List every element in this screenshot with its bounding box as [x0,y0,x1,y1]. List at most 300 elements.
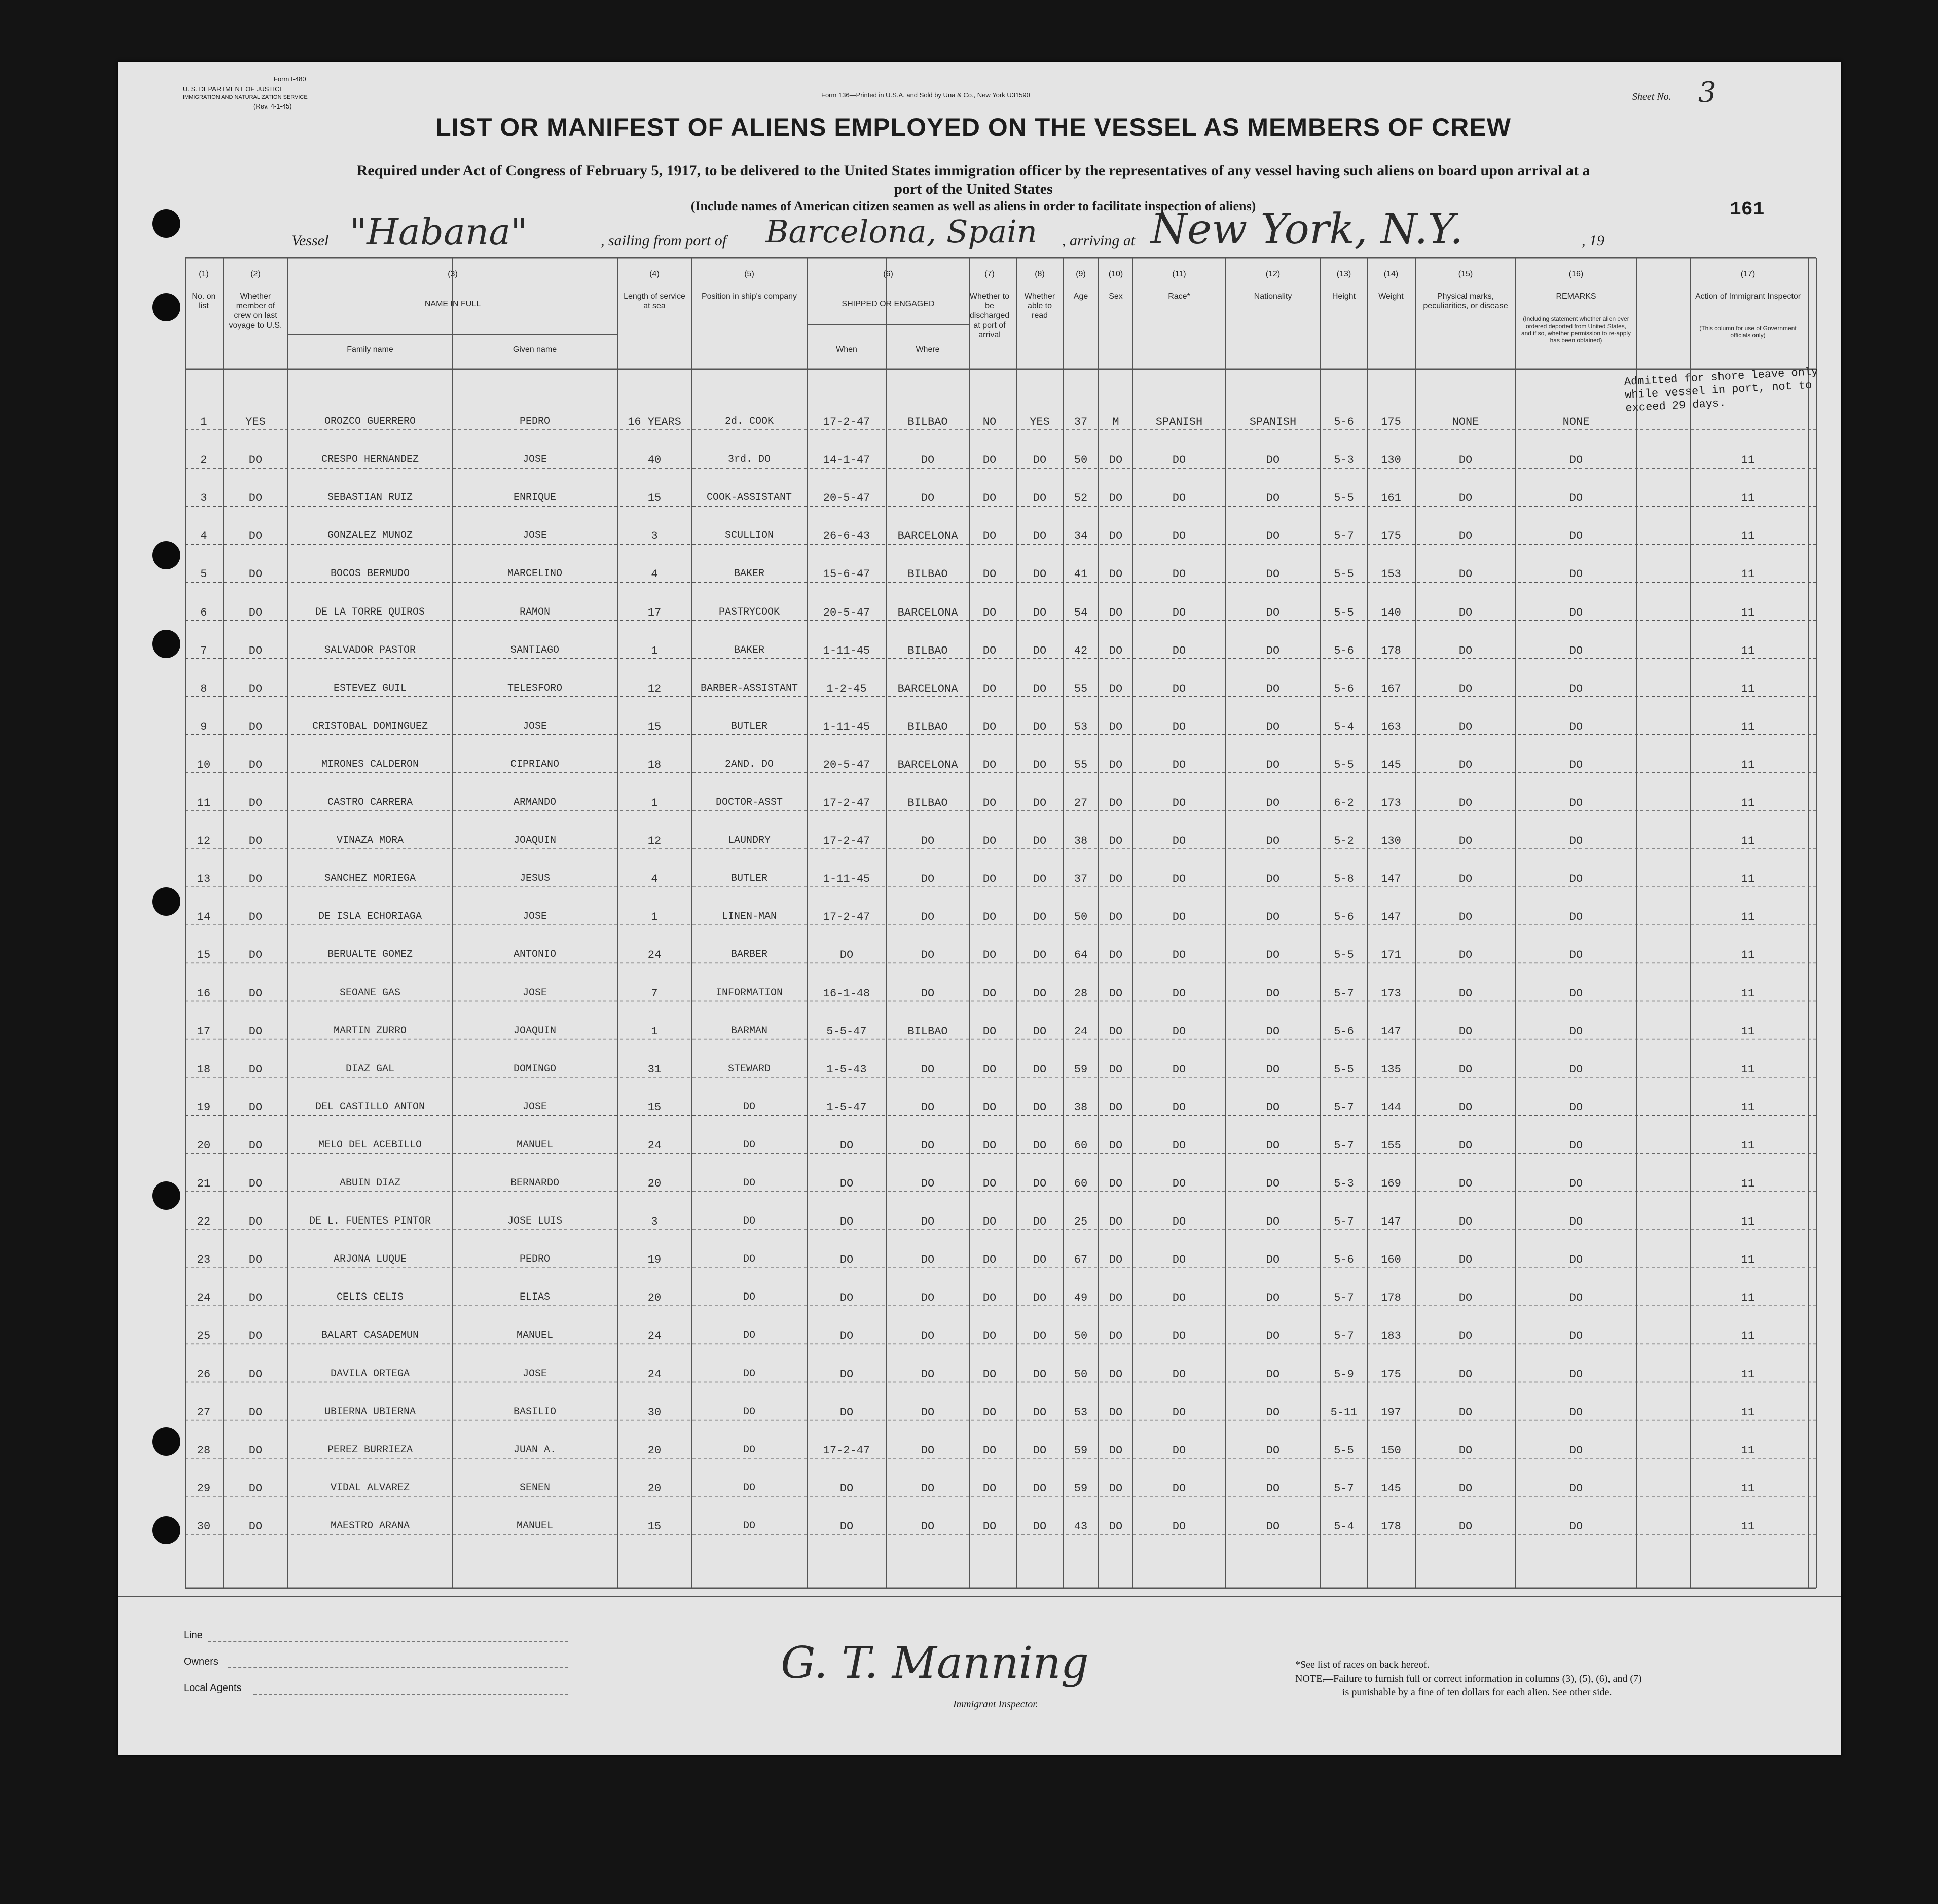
cell-family: DE L. FUENTES PINTOR [309,1215,431,1228]
cell-family: VIDAL ALVAREZ [330,1482,410,1494]
cell-service: 3 [651,1215,658,1229]
cell-action: 11 [1741,758,1755,771]
cell-position: 2d. COOK [724,416,774,427]
cell-action: 11 [1741,1063,1755,1076]
cell-height: 5-7 [1334,530,1354,543]
cell-race: DO [1172,873,1186,886]
cell-remarks: DO [1569,720,1583,733]
cell-prev: DO [248,1482,263,1495]
cell-prev: DO [248,682,263,695]
cell-no: 15 [197,949,211,962]
cell-weight: 169 [1381,1177,1401,1190]
cell-given: TELESFORO [507,682,563,694]
cell-family: GONZALEZ MUNOZ [327,530,413,542]
cell-sex: M [1112,416,1119,428]
cell-height: 5-6 [1334,644,1354,657]
cell-no: 4 [200,530,207,543]
cell-race: DO [1172,1253,1186,1267]
cell-prev: DO [248,1520,263,1533]
cell-where: DO [921,1368,935,1381]
cell-family: SEBASTIAN RUIZ [327,492,413,504]
cell-where: DO [921,492,935,505]
cell-given: MANUEL [516,1330,554,1342]
cell-marks: DO [1458,530,1473,543]
cell-position: DO [743,1482,756,1494]
cell-nat: DO [1266,797,1280,809]
cell-when: DO [839,949,854,962]
cell-position: DO [743,1291,756,1304]
cell-family: DEL CASTILLO ANTON [315,1101,425,1113]
cell-race: DO [1172,454,1186,467]
cell-height: 5-5 [1334,949,1354,962]
cell-family: ESTEVEZ GUIL [333,682,407,694]
cell-when: 1-5-43 [826,1063,867,1076]
cell-action: 11 [1741,568,1755,581]
cell-when: 5-5-47 [826,1025,867,1038]
cell-read: DO [1033,911,1047,924]
cell-read: DO [1033,1444,1047,1457]
column-header: Sex [1109,292,1123,301]
cell-sex: DO [1109,758,1123,771]
revision: (Rev. 4-1-45) [253,102,292,110]
cell-service: 1 [651,911,658,924]
cell-service: 24 [647,1330,662,1343]
cell-race: DO [1172,1482,1186,1495]
cell-age: 50 [1074,911,1088,924]
cell-given: SENEN [519,1482,551,1494]
cell-where: DO [921,1482,935,1495]
cell-remarks: DO [1569,1368,1583,1381]
cell-weight: 130 [1381,835,1401,848]
cell-position: DO [743,1444,756,1456]
cell-nat: DO [1266,1063,1280,1076]
cell-no: 19 [197,1101,211,1114]
vessel-label: Vessel [291,232,329,249]
cell-family: DIAZ GAL [345,1063,395,1075]
column-number: (17) [1740,270,1756,278]
cell-nat: DO [1266,1177,1280,1190]
cell-action: 11 [1741,987,1755,1000]
cell-sex: DO [1109,949,1123,962]
cell-age: 54 [1074,606,1088,619]
cell-nat: DO [1266,1482,1280,1495]
cell-service: 1 [651,1025,658,1038]
cell-remarks: DO [1569,797,1583,809]
cell-service: 12 [647,682,662,695]
cell-nat: DO [1266,1101,1280,1114]
cell-weight: 175 [1381,530,1401,543]
column-number: (14) [1383,270,1399,278]
cell-marks: DO [1458,949,1473,962]
cell-height: 5-7 [1334,1139,1354,1152]
year-label: , 19 [1582,232,1604,249]
cell-marks: DO [1458,1063,1473,1076]
cell-where: DO [921,1406,935,1419]
cell-disch: DO [982,1025,997,1038]
cell-marks: DO [1458,1253,1473,1267]
cell-where: BILBAO [907,644,948,657]
subheader-when: When [836,345,857,354]
shore-leave-stamp: Admitted for shore leave only while vessel in port, not to exceed 29 days. [1624,366,1818,415]
cell-family: VINAZA MORA [336,835,404,847]
cell-height: 5-7 [1334,1291,1354,1305]
cell-race: DO [1172,797,1186,809]
cell-nat: DO [1266,1330,1280,1343]
column-number: (12) [1265,270,1281,278]
cell-position: PASTRYCOOK [718,606,780,618]
cell-weight: 183 [1381,1330,1401,1343]
cell-when: DO [839,1330,854,1343]
cell-action: 11 [1741,873,1755,886]
cell-service: 17 [647,606,662,619]
cell-read: DO [1033,606,1047,619]
cell-given: JOAQUIN [513,1025,557,1037]
cell-action: 11 [1741,1215,1755,1229]
cell-read: DO [1033,1253,1047,1267]
cell-prev: DO [248,1330,263,1343]
cell-when: DO [839,1520,854,1533]
cell-prev: DO [248,568,263,581]
cell-disch: DO [982,835,997,848]
cell-read: DO [1033,454,1047,467]
cell-prev: DO [248,1177,263,1190]
cell-read: DO [1033,492,1047,505]
cell-service: 30 [647,1406,662,1419]
cell-position: DO [743,1101,756,1113]
cell-action: 11 [1741,492,1755,505]
cell-sex: DO [1109,1330,1123,1343]
cell-remarks: DO [1569,758,1583,771]
cell-disch: DO [982,1406,997,1419]
sheet-number: 3 [1698,76,1716,109]
cell-family: SALVADOR PASTOR [324,644,416,656]
cell-marks: DO [1458,1177,1473,1190]
cell-disch: DO [982,949,997,962]
cell-prev: DO [248,758,263,771]
cell-read: DO [1033,530,1047,543]
cell-remarks: DO [1569,1520,1583,1533]
column-header: Whether able to read [1024,292,1055,320]
arriving-label: , arriving at [1062,232,1136,249]
cell-where: BILBAO [907,797,948,809]
cell-when: 15-6-47 [823,568,870,581]
cell-prev: DO [248,1406,263,1419]
sailing-label: , sailing from port of [601,232,727,249]
cell-marks: DO [1458,873,1473,886]
cell-marks: DO [1458,987,1473,1000]
cell-read: DO [1033,1330,1047,1343]
cell-height: 5-4 [1334,720,1354,733]
cell-sex: DO [1109,835,1123,848]
column-header: Whether member of crew on last voyage to U.S. [229,292,282,330]
cell-when: DO [839,1482,854,1495]
cell-sex: DO [1109,1482,1123,1495]
cell-no: 26 [197,1368,211,1381]
cell-height: 5-9 [1334,1368,1354,1381]
cell-sex: DO [1109,1291,1123,1305]
cell-nat: DO [1266,1444,1280,1457]
cell-race: DO [1172,606,1186,619]
cell-marks: DO [1458,492,1473,505]
cell-prev: DO [248,949,263,962]
cell-race: DO [1172,1215,1186,1229]
cell-where: DO [921,1520,935,1533]
cell-service: 15 [647,1101,662,1114]
cell-action: 11 [1741,1139,1755,1152]
cell-marks: DO [1458,758,1473,771]
cell-where: DO [921,835,935,848]
column-header: Action of Immigrant Inspector [1695,292,1801,301]
cell-no: 7 [200,644,207,657]
cell-remarks: DO [1569,949,1583,962]
cell-disch: DO [982,1063,997,1076]
cell-family: CASTRO CARRERA [327,797,413,808]
cell-given: JOSE [522,454,547,466]
cell-prev: DO [248,530,263,543]
cell-action: 11 [1741,1368,1755,1381]
cell-given: ANTONIO [513,949,557,961]
cell-marks: DO [1458,682,1473,695]
cell-height: 5-3 [1334,454,1354,467]
cell-sex: DO [1109,606,1123,619]
cell-weight: 147 [1381,911,1401,924]
cell-disch: DO [982,1177,997,1190]
cell-marks: DO [1458,1330,1473,1343]
cell-given: JOAQUIN [513,835,557,847]
cell-read: DO [1033,1368,1047,1381]
cell-where: DO [921,1291,935,1305]
cell-sex: DO [1109,568,1123,581]
cell-prev: DO [248,1368,263,1381]
cell-when: 1-11-45 [823,644,870,657]
cell-position: 3rd. DO [727,454,771,466]
cell-no: 9 [200,720,207,733]
cell-remarks: DO [1569,568,1583,581]
cell-when: 26-6-43 [823,530,870,543]
footer-rule-line [208,1641,568,1642]
cell-remarks: DO [1569,682,1583,695]
cell-height: 5-7 [1334,1330,1354,1343]
cell-remarks: DO [1569,1482,1583,1495]
cell-prev: YES [245,416,266,428]
cell-height: 5-5 [1334,1063,1354,1076]
cell-given: JOSE [522,1101,547,1113]
cell-age: 55 [1074,758,1088,771]
cell-sex: DO [1109,492,1123,505]
cell-given: JOSE [522,1368,547,1380]
cell-weight: 135 [1381,1063,1401,1076]
cell-position: SCULLION [724,530,774,542]
cell-age: 59 [1074,1063,1088,1076]
cell-no: 1 [200,416,207,428]
column-header: NAME IN FULL [424,300,481,308]
cell-weight: 150 [1381,1444,1401,1457]
cell-position: DO [743,1253,756,1266]
cell-disch: DO [982,1444,997,1457]
cell-action: 11 [1741,720,1755,733]
cell-disch: DO [982,1101,997,1114]
cell-family: CRISTOBAL DOMINGUEZ [312,720,428,732]
cell-prev: DO [248,1253,263,1267]
cell-action: 11 [1741,454,1755,467]
cell-prev: DO [248,606,263,619]
cell-age: 34 [1074,530,1088,543]
cell-family: BALART CASADEMUN [321,1330,419,1342]
cell-where: BILBAO [907,720,948,733]
cell-where: BILBAO [907,1025,948,1038]
cell-age: 27 [1074,797,1088,809]
cell-where: BARCELONA [897,530,958,543]
cell-nat: DO [1266,949,1280,962]
cell-weight: 160 [1381,1253,1401,1267]
cell-nat: DO [1266,1406,1280,1419]
cell-remarks: DO [1569,530,1583,543]
cell-race: DO [1172,1368,1186,1381]
cell-height: 5-5 [1334,606,1354,619]
cell-family: UBIERNA UBIERNA [324,1406,416,1418]
requirement-line-1: Required under Act of Congress of February 5, 1917, to be delivered to the United States immigration officer by the representatives of any vessel having such aliens on board upon arrival at a [356,162,1590,179]
cell-read: DO [1033,1520,1047,1533]
cell-when: 17-2-47 [823,911,870,924]
cell-sex: DO [1109,1215,1123,1229]
cell-position: BARBER [730,949,768,961]
column-header: Position in ship's company [701,292,797,301]
cell-prev: DO [248,1291,263,1305]
cell-no: 20 [197,1139,211,1152]
inspector-signature: G. T. Manning [781,1638,1089,1689]
column-header: Nationality [1254,292,1292,301]
cell-prev: DO [248,987,263,1000]
cell-age: 53 [1074,1406,1088,1419]
cell-remarks: DO [1569,1139,1583,1152]
note-label: NOTE. [1295,1673,1325,1684]
cell-weight: 173 [1381,987,1401,1000]
cell-weight: 163 [1381,720,1401,733]
cell-sex: DO [1109,1063,1123,1076]
cell-sex: DO [1109,1025,1123,1038]
cell-when: 14-1-47 [823,454,870,467]
cell-service: 24 [647,949,662,962]
cell-weight: 140 [1381,606,1401,619]
cell-sex: DO [1109,720,1123,733]
cell-read: DO [1033,1139,1047,1152]
cell-position: BUTLER [730,720,768,732]
cell-when: 20-5-47 [823,492,870,505]
cell-remarks: DO [1569,1177,1583,1190]
cell-where: DO [921,911,935,924]
column-number: (6) [883,270,893,278]
cell-where: DO [921,1139,935,1152]
cell-remarks: DO [1569,1215,1583,1229]
cell-when: 16-1-48 [823,987,870,1000]
cell-sex: DO [1109,797,1123,809]
cell-no: 8 [200,682,207,695]
cell-weight: 147 [1381,1215,1401,1229]
cell-service: 20 [647,1444,662,1457]
cell-given: PEDRO [519,1253,551,1266]
cell-no: 10 [197,758,211,771]
cell-remarks: DO [1569,1101,1583,1114]
cell-age: 37 [1074,416,1088,428]
cell-weight: 178 [1381,1291,1401,1305]
cell-action: 11 [1741,1444,1755,1457]
cell-age: 55 [1074,682,1088,695]
cell-nat: DO [1266,720,1280,733]
column-header: No. on list [192,292,216,310]
cell-no: 24 [197,1291,211,1305]
cell-read: DO [1033,758,1047,771]
cell-when: 20-5-47 [823,606,870,619]
cell-height: 5-7 [1334,1101,1354,1114]
cell-marks: DO [1458,911,1473,924]
line-label: Line [184,1630,203,1641]
cell-age: 60 [1074,1177,1088,1190]
cell-weight: 161 [1381,492,1401,505]
cell-when: DO [839,1215,854,1229]
cell-no: 22 [197,1215,211,1229]
cell-remarks: DO [1569,835,1583,848]
requirement-line-3: (Include names of American citizen seamen as well as aliens in order to facilitate inspection of aliens) [690,199,1256,213]
cell-action: 11 [1741,1482,1755,1495]
cell-when: 17-2-47 [823,835,870,848]
cell-age: 64 [1074,949,1088,962]
cell-height: 5-6 [1334,416,1354,428]
cell-race: DO [1172,758,1186,771]
cell-height: 5-8 [1334,873,1354,886]
cell-when: 1-11-45 [823,720,870,733]
cell-position: BUTLER [730,873,768,885]
cell-race: DO [1172,568,1186,581]
cell-when: DO [839,1177,854,1190]
cell-race: DO [1172,1177,1186,1190]
cell-no: 21 [197,1177,211,1190]
cell-action: 11 [1741,835,1755,848]
cell-age: 53 [1074,720,1088,733]
cell-no: 25 [197,1330,211,1343]
cell-position: BARMAN [730,1025,768,1037]
form-number: Form I-480 [274,75,306,83]
cell-when: DO [839,1291,854,1305]
cell-read: DO [1033,835,1047,848]
cell-race: DO [1172,1139,1186,1152]
cell-family: BOCOS BERMUDO [330,568,410,580]
cell-disch: DO [982,873,997,886]
cell-no: 29 [197,1482,211,1495]
cell-given: MANUEL [516,1139,554,1151]
cell-age: 25 [1074,1215,1088,1229]
cell-where: DO [921,987,935,1000]
inspector-label: Immigrant Inspector. [953,1699,1038,1710]
cell-marks: DO [1458,1520,1473,1533]
local-agents-label: Local Agents [184,1682,242,1694]
cell-no: 6 [200,606,207,619]
cell-action: 11 [1741,1101,1755,1114]
cell-sex: DO [1109,1177,1123,1190]
cell-weight: 147 [1381,873,1401,886]
requirement-line-2: port of the United States [894,181,1053,197]
cell-position: DOCTOR-ASST [715,797,783,808]
cell-action: 11 [1741,1253,1755,1267]
cell-prev: DO [248,1444,263,1457]
cell-service: 20 [647,1177,662,1190]
column-header: Whether to be discharged at port of arrival [969,292,1010,339]
cell-marks: DO [1458,1101,1473,1114]
cell-age: 50 [1074,1330,1088,1343]
cell-marks: DO [1458,568,1473,581]
cell-where: DO [921,949,935,962]
cell-family: DE LA TORRE QUIROS [315,606,425,618]
cell-read: DO [1033,1063,1047,1076]
